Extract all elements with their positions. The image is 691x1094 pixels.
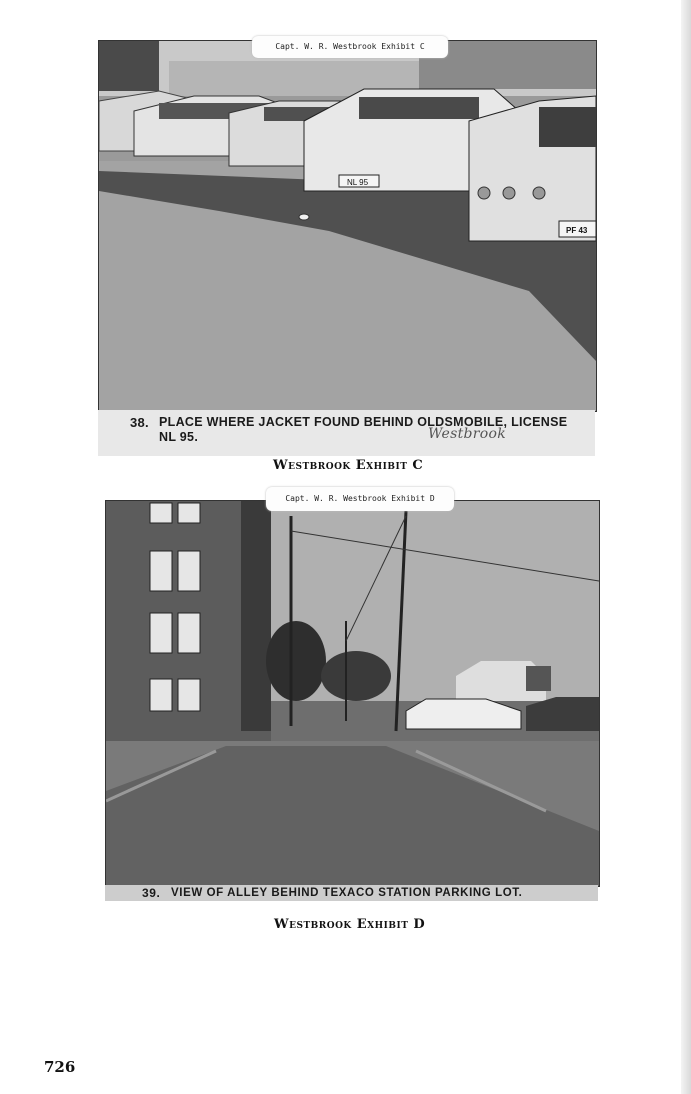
plate-nl95: NL 95 [347, 178, 369, 187]
caption-c-number: 38. [130, 415, 149, 430]
exhibit-c-title: Westbrook Exhibit C [273, 458, 424, 473]
jacket-marker [299, 214, 309, 220]
exhibit-tag-c: Capt. W. R. Westbrook Exhibit C [252, 36, 448, 58]
alley-photo [106, 501, 599, 886]
parking-lot-photo [99, 41, 596, 411]
handwritten-signature: Westbrook [428, 426, 507, 442]
page-number: 726 [44, 1058, 76, 1076]
caption-c [98, 410, 595, 456]
caption-c-line1: PLACE WHERE JACKET FOUND BEHIND OLDSMOBILE, LICENSE [159, 415, 568, 429]
photo-exhibit-d [105, 500, 600, 887]
caption-d-number: 39. [142, 886, 161, 900]
caption-c-line2: NL 95. [159, 430, 199, 444]
exhibit-tag-d: Capt. W. R. Westbrook Exhibit D [266, 487, 454, 511]
caption-d [105, 885, 598, 901]
exhibit-d-title: Westbrook Exhibit D [274, 917, 426, 932]
page-edge [681, 0, 691, 1094]
photo-exhibit-c [98, 40, 597, 412]
caption-d-line1: VIEW OF ALLEY BEHIND TEXACO STATION PARKING LOT. [171, 887, 523, 899]
plate-pf43: PF 43 [566, 226, 588, 235]
